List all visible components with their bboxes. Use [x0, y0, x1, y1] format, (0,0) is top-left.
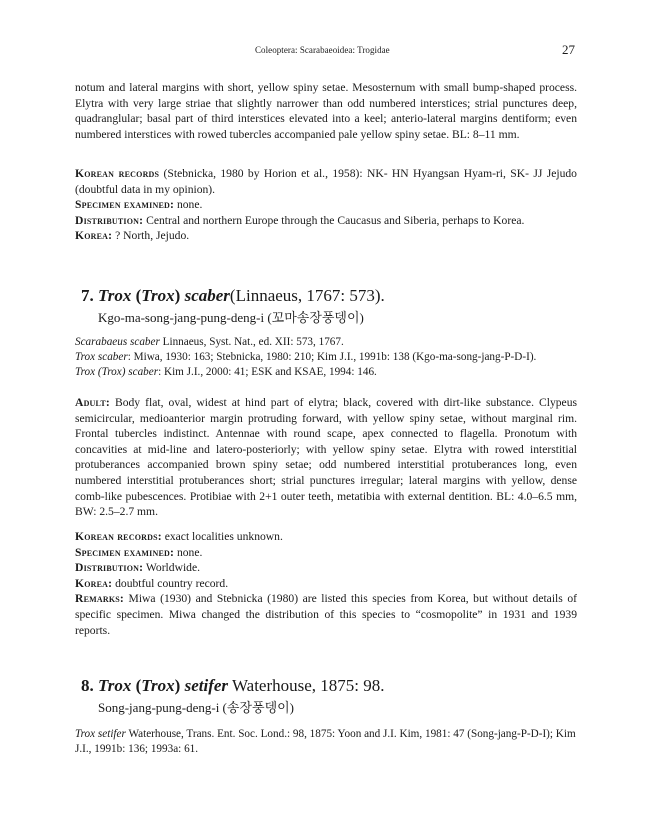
record-specimen — [75, 197, 577, 213]
synonym-citation: : Kim J.I., 2000: 41; ESK and KSAE, 1994: 146. — [158, 366, 377, 379]
species-author: Waterhouse, 1875: 98. — [231, 676, 385, 695]
epithet: setifer — [184, 676, 229, 695]
record-label: Specimen examined: — [75, 198, 175, 212]
synonym-name: Trox scaber — [75, 351, 128, 364]
record-label: Remarks: — [75, 592, 124, 606]
species-7-heading — [81, 286, 583, 326]
continued-description — [75, 80, 577, 142]
record-text: doubtful country record. — [115, 576, 229, 590]
record-korea — [75, 228, 577, 244]
record-remarks — [75, 591, 577, 638]
record-text: ? North, Jejudo. — [115, 229, 190, 243]
description-paragraph: notum and lateral margins with short, yellow spiny setae. Mesosternum with small bump-shaped process. Elytra with very large striae that slightly narrower than odd numbered interstices; strial punctures deep, quadranglular; basal part of third interstices elevated into a keel; anterio-lateral margins dentiform; even numbered interstices with rowed tubercles accompanied pale yellow spiny setae. BL: 8–11 mm. — [75, 81, 577, 141]
species-number: 7. — [81, 286, 94, 305]
continued-records — [75, 166, 577, 244]
synonym-name: Trox setifer — [75, 728, 126, 740]
synonym-name: Trox (Trox) scaber — [75, 366, 159, 379]
synonym-citation: Linnaeus, Syst. Nat., ed. XII: 573, 1767. — [162, 336, 344, 348]
genus: Trox — [98, 676, 132, 695]
adult-text: Body flat, oval, widest at hind part of elytra; black, covered with dirt-like substance. Clypeus semicircular, medioanterior margin protruding forward, with yellow spiny setae, without marginal rim. Frontal tubercles indistinct. Antennae with round scape, apex connected to flagella. Pronotum with concavities at mid-line and latero-posteriorly; with yellow spiny setae. Elytra with rowed interstitial protuberances accompanied brown spiny setae; odd numbered interstitial protuberances long, even numbered interstitial protuberances short; strial punctures irregular; lateral margins with yellow, dense comb-like pubescences. Protibiae with 2+1 outer teeth, metatibia with external dentition. BL: 4.0–6.5 mm, BW: 2.5–2.7 mm. — [75, 396, 578, 519]
record-label: Specimen examined: — [75, 545, 175, 559]
species-8-synonymy — [75, 727, 577, 757]
species-title: 8. Trox (Trox) setifer Waterhouse, 1875: 98. — [81, 676, 385, 695]
record-text: Central and northern Europe through the Caucasus and Siberia, perhaps to Korea. — [146, 213, 525, 227]
record-text: exact localities unknown. — [164, 530, 283, 543]
species-7-synonymy — [75, 335, 577, 381]
record-label: Korea: — [75, 576, 113, 590]
synonym-name: Scarabaeus scaber — [75, 336, 160, 348]
record-korean-records — [75, 166, 577, 197]
record-text: Worldwide. — [145, 561, 201, 575]
adult-paragraph — [75, 395, 577, 520]
species-author: (Linnaeus, 1767: 573). — [229, 286, 385, 305]
adult-label: Adult: — [75, 396, 110, 409]
record-korean-records — [75, 529, 577, 545]
synonym-entry — [75, 727, 577, 757]
species-title: 7. Trox (Trox) scaber(Linnaeus, 1767: 573). — [81, 286, 385, 305]
epithet: scaber — [184, 286, 230, 305]
species-7-records — [75, 529, 577, 638]
subgenus: Trox — [141, 286, 175, 305]
synonym-entry — [75, 350, 577, 365]
synonym-entry — [75, 335, 577, 350]
record-label: Korea: — [75, 229, 113, 243]
species-number: 8. — [81, 676, 94, 695]
record-label: Korean records — [75, 167, 160, 180]
species-7-adult-description — [75, 395, 577, 520]
synonym-entry — [75, 365, 577, 380]
page-header — [0, 44, 652, 60]
record-text: none. — [176, 545, 203, 559]
synonym-citation: Waterhouse, Trans. Ent. Soc. Lond.: 98, 1875: Yoon and J.I. Kim, 1981: 47 (Song-jang-P-D-I); Kim J.I., 1991b: 136; 1993a: 61. — [75, 728, 576, 756]
species-8-heading — [81, 676, 583, 716]
synonym-citation: : Miwa, 1930: 163; Stebnicka, 1980: 210; Kim J.I., 1991b: 138 (Kgo-ma-song-jang-P-D-I). — [127, 351, 537, 364]
record-label: Distribution: — [75, 561, 144, 575]
genus: Trox — [98, 286, 132, 305]
running-title: Coleoptera: Scarabaeoidea: Trogidae — [255, 45, 390, 55]
korean-name: Kgo-ma-song-jang-pung-deng-i (꼬마송장풍뎅이) — [98, 310, 364, 325]
subgenus: Trox — [141, 676, 175, 695]
korean-name: Song-jang-pung-deng-i (송장풍뎅이) — [98, 700, 295, 715]
record-label: Korean records: — [75, 530, 162, 543]
record-text: (Stebnicka, 1980 by Horion et al., 1958): NK- HN Hyangsan Hyam-ri, SK- JJ Jejudo (doubtful data in my opinion). — [75, 167, 577, 196]
record-distribution — [75, 560, 577, 576]
page-number: 27 — [562, 42, 575, 57]
record-specimen — [75, 545, 577, 561]
record-text: Miwa (1930) and Stebnicka (1980) are listed this species from Korea, but without details of specific specimen. Miwa changed the distribution of this species to “cosmopolite” in 1931 and 1939 reports. — [75, 592, 577, 637]
record-distribution — [75, 213, 577, 229]
record-label: Distribution: — [75, 213, 144, 227]
record-text: none. — [176, 198, 203, 212]
record-korea — [75, 576, 577, 592]
